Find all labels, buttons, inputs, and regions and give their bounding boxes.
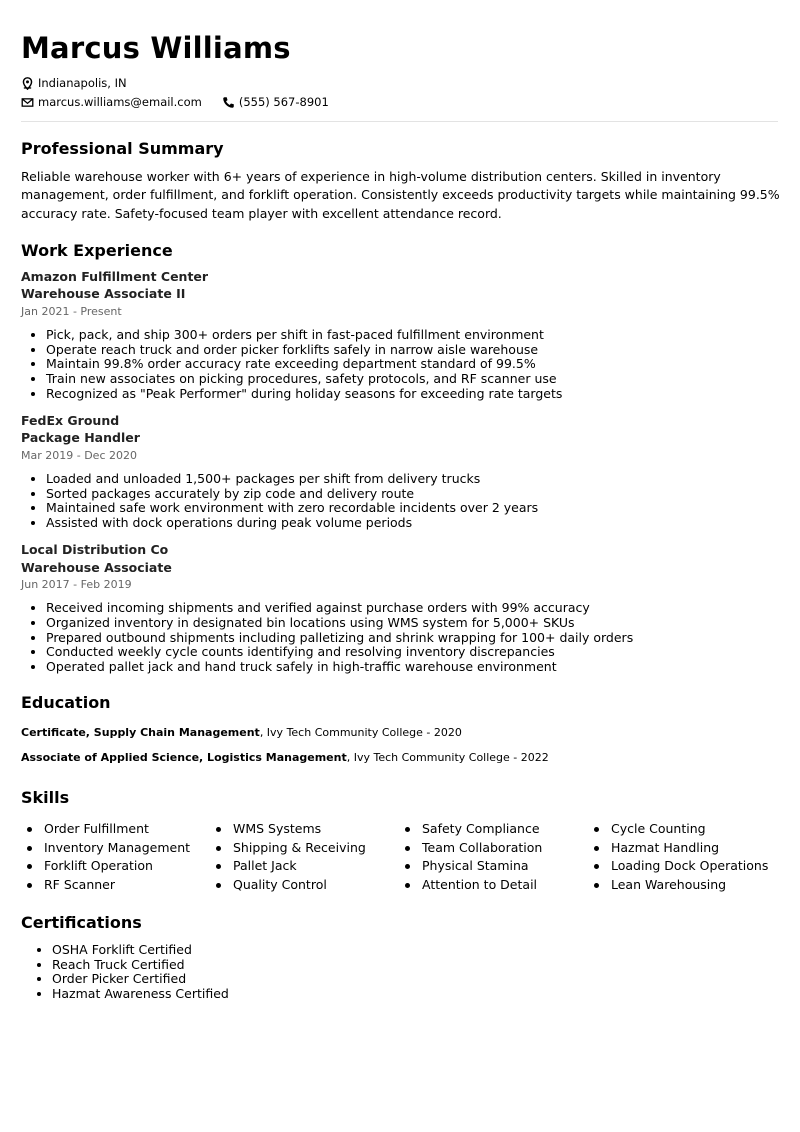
envelope-icon [21, 96, 34, 109]
summary-text: Reliable warehouse worker with 6+ years of experience in high-volume distribution centers. Skilled in inventory management, order fulfillment, and forklift operation. Consistently exceeds productivity targets while maintaining 99.5% accuracy rate. Safety-focused team player with excellent attendance record. [21, 169, 780, 221]
job-bullet: • Loaded and unloaded 1,500+ packages per shift from delivery trucks [46, 472, 778, 487]
skill-item: Order Fulfillment [21, 820, 210, 839]
skills-heading: Skills [21, 788, 70, 808]
job-entry [21, 412, 778, 531]
skill-item: Lean Warehousing [588, 876, 777, 895]
skill-item: Quality Control [210, 876, 399, 895]
job-entry [21, 268, 778, 402]
job-bullets [21, 472, 778, 531]
header-divider [21, 121, 778, 122]
job-bullet: • Maintain 99.8% order accuracy rate exceeding department standard of 99.5% [46, 357, 778, 372]
location [21, 74, 127, 93]
experience-heading: Work Experience [21, 240, 173, 260]
job-bullet: • Organized inventory in designated bin locations using WMS system for 5,000+ SKUs [46, 616, 778, 631]
job-company: FedEx Ground [21, 412, 120, 428]
phone-text[interactable]: (555) 567-8901 [238, 95, 329, 109]
summary-heading: Professional Summary [21, 139, 224, 158]
contact-row-email-phone [21, 93, 778, 112]
email-text[interactable]: marcus.williams@email.com [38, 95, 202, 109]
education-degree: Certificate, Supply Chain Management [21, 726, 260, 740]
job-bullets [21, 601, 778, 675]
candidate-name: Marcus Williams [21, 31, 291, 65]
job-company: Amazon Fulfillment Center [21, 268, 209, 284]
certification-item: • Hazmat Awareness Certified [52, 987, 778, 1002]
job-bullet: • Received incoming shipments and verified against purchase orders with 99% accuracy [46, 601, 778, 616]
job-bullet: • Recognized as "Peak Performer" during holiday seasons for exceeding rate targets [46, 387, 778, 402]
job-bullet: • Pick, pack, and ship 300+ orders per shift in fast-paced fulfillment environment [46, 328, 778, 343]
job-bullets [21, 328, 778, 402]
skills-grid [21, 820, 778, 895]
job-bullet: • Assisted with dock operations during peak volume periods [46, 516, 778, 531]
phone[interactable] [222, 93, 329, 112]
skill-item: RF Scanner [21, 876, 210, 895]
skill-item: Pallet Jack [210, 857, 399, 876]
certification-item: • OSHA Forklift Certified [52, 943, 778, 958]
skill-item: Inventory Management [21, 839, 210, 858]
education-item [21, 721, 778, 746]
skill-item: Cycle Counting [588, 820, 777, 839]
skill-item: Team Collaboration [399, 839, 588, 858]
certifications-heading: Certifications [21, 912, 142, 932]
job-role: Package Handler [21, 430, 140, 446]
job-dates: Jun 2017 - Feb 2019 [21, 578, 132, 592]
email[interactable] [21, 93, 202, 112]
education-heading: Education [21, 693, 111, 713]
location-text: Indianapolis, IN [38, 76, 127, 90]
job-bullet: • Sorted packages accurately by zip code and delivery route [46, 487, 778, 502]
certification-item: • Reach Truck Certified [52, 958, 778, 973]
skill-item: Forklift Operation [21, 857, 210, 876]
education-detail: , Ivy Tech Community College - 2020 [259, 726, 462, 740]
job-bullet: • Operate reach truck and order picker forklifts safely in narrow aisle warehouse [46, 343, 778, 358]
skill-item: Physical Stamina [399, 857, 588, 876]
education-detail: , Ivy Tech Community College - 2022 [346, 750, 549, 764]
job-bullet: • Maintained safe work environment with zero recordable incidents over 2 years [46, 501, 778, 516]
job-role: Warehouse Associate II [21, 286, 186, 302]
certification-item: • Order Picker Certified [52, 972, 778, 987]
certifications-list [21, 943, 778, 1002]
skill-item: Attention to Detail [399, 876, 588, 895]
job-bullet: • Prepared outbound shipments including palletizing and shrink wrapping for 100+ daily orders [46, 631, 778, 646]
job-entry [21, 541, 778, 675]
job-bullet: • Operated pallet jack and hand truck safely in high-traffic warehouse environment [46, 660, 778, 675]
education-item [21, 746, 778, 771]
job-dates: Jan 2021 - Present [21, 304, 122, 318]
education-list [21, 721, 778, 770]
job-dates: Mar 2019 - Dec 2020 [21, 448, 137, 462]
job-bullet: • Train new associates on picking procedures, safety protocols, and RF scanner use [46, 372, 778, 387]
skill-item: Safety Compliance [399, 820, 588, 839]
skill-item: Shipping & Receiving [210, 839, 399, 858]
education-degree: Associate of Applied Science, Logistics Management [21, 750, 347, 764]
skill-item: WMS Systems [210, 820, 399, 839]
contact-row-location [21, 74, 778, 93]
skill-item: Hazmat Handling [588, 839, 777, 858]
job-role: Warehouse Associate [21, 559, 172, 575]
contact-info [21, 74, 778, 112]
phone-icon [222, 96, 235, 109]
job-company: Local Distribution Co [21, 542, 169, 558]
location-pin-icon [21, 77, 34, 90]
job-bullet: • Conducted weekly cycle counts identifying and resolving inventory discrepancies [46, 645, 778, 660]
skill-item: Loading Dock Operations [588, 857, 777, 876]
